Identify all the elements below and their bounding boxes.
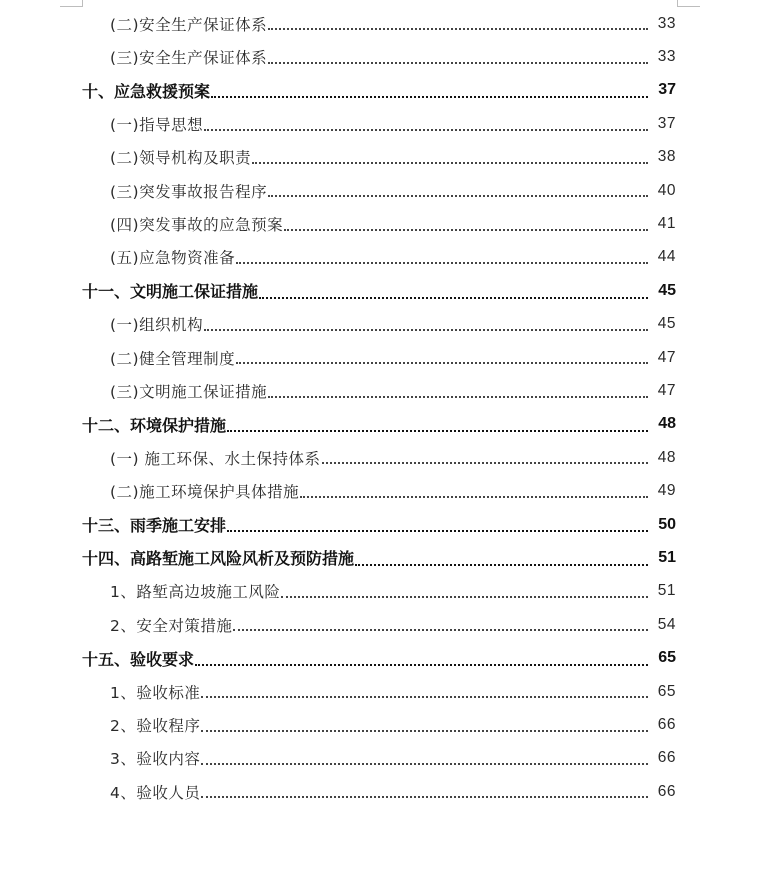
- toc-dot-leader: [195, 663, 648, 666]
- toc-section-entry[interactable]: [0, 441, 779, 474]
- toc-dot-leader: [204, 328, 648, 331]
- toc-entry-title: 十、应急救援预案: [82, 81, 211, 101]
- toc-dot-leader: [259, 296, 648, 299]
- toc-page-number: 65: [657, 682, 676, 700]
- toc-page-number: 41: [657, 215, 676, 233]
- toc-entry-title: (一) 施工环保、水土保持体系: [110, 449, 321, 468]
- toc-dot-leader: [268, 194, 648, 197]
- toc-entry-title: (二)安全生产保证体系: [110, 15, 268, 34]
- toc-dot-leader: [204, 128, 648, 131]
- toc-section-entry[interactable]: [0, 308, 779, 341]
- toc-section-entry[interactable]: [0, 675, 779, 708]
- toc-chapter-entry[interactable]: [0, 74, 779, 107]
- toc-chapter-entry[interactable]: [0, 274, 779, 307]
- toc-section-entry[interactable]: [0, 341, 779, 374]
- toc-entry-title: 十五、验收要求: [82, 649, 195, 669]
- toc-page-number: 66: [657, 782, 676, 800]
- toc-page-number: 48: [657, 448, 676, 466]
- toc-dot-leader: [281, 595, 648, 598]
- toc-dot-leader: [201, 795, 648, 798]
- toc-dot-leader: [201, 695, 648, 698]
- toc-page-number: 66: [657, 715, 676, 733]
- toc-chapter-entry[interactable]: [0, 641, 779, 674]
- toc-entry-title: (一)组织机构: [110, 316, 204, 335]
- toc-entry-title: (一)指导思想: [110, 115, 204, 134]
- toc-entry-title: 十二、环境保护措施: [82, 415, 227, 435]
- toc-page-number: 49: [657, 482, 676, 500]
- toc-entry-title: 3、验收内容: [110, 750, 201, 769]
- toc-page-number: 47: [657, 348, 676, 366]
- toc-page-number: 48: [658, 415, 676, 433]
- toc-page-number: 50: [658, 515, 676, 533]
- toc-chapter-entry[interactable]: [0, 408, 779, 441]
- toc-section-entry[interactable]: [0, 575, 779, 608]
- toc-dot-leader: [252, 161, 648, 164]
- toc-page-number: 51: [658, 548, 676, 566]
- toc-section-entry[interactable]: [0, 742, 779, 775]
- toc-entry-title: (三)安全生产保证体系: [110, 49, 268, 68]
- toc-section-entry[interactable]: [0, 374, 779, 407]
- toc-entry-title: 十一、文明施工保证措施: [82, 282, 259, 302]
- toc-entry-title: 1、验收标准: [110, 683, 201, 702]
- toc-chapter-entry[interactable]: [0, 508, 779, 541]
- toc-section-entry[interactable]: [0, 7, 779, 40]
- toc-dot-leader: [201, 729, 648, 732]
- toc-entry-title: (二)健全管理制度: [110, 349, 236, 368]
- toc-page-number: 40: [657, 181, 676, 199]
- toc-page-number: 54: [657, 615, 676, 633]
- toc-chapter-entry[interactable]: [0, 541, 779, 574]
- toc-entry-title: (二)施工环境保护具体措施: [110, 483, 300, 502]
- toc-section-entry[interactable]: [0, 40, 779, 73]
- toc-entry-title: 4、验收人员: [110, 783, 201, 802]
- toc-entry-title: (三)文明施工保证措施: [110, 382, 268, 401]
- toc-entry-title: (二)领导机构及职责: [110, 149, 252, 168]
- toc-page-number: 47: [657, 381, 676, 399]
- toc-dot-leader: [227, 429, 648, 432]
- toc-entry-title: 十四、高路堑施工风险风析及预防措施: [82, 549, 355, 569]
- toc-page-number: 65: [658, 649, 676, 667]
- toc-dot-leader: [355, 563, 648, 566]
- toc-entry-title: 1、路堑高边坡施工风险: [110, 583, 281, 602]
- toc-entry-title: (五)应急物资准备: [110, 249, 236, 268]
- toc-entry-title: (三)突发事故报告程序: [110, 182, 268, 201]
- toc-section-entry[interactable]: [0, 241, 779, 274]
- toc-dot-leader: [268, 61, 648, 64]
- toc-section-entry[interactable]: [0, 474, 779, 507]
- toc-dot-leader: [300, 495, 648, 498]
- toc-page-number: 44: [657, 248, 676, 266]
- toc-section-entry[interactable]: [0, 174, 779, 207]
- toc-page-number: 45: [658, 281, 676, 299]
- toc-section-entry[interactable]: [0, 608, 779, 641]
- toc-dot-leader: [201, 762, 648, 765]
- toc-page-number: 45: [657, 315, 676, 333]
- toc-entry-title: 2、验收程序: [110, 716, 201, 735]
- toc-section-entry[interactable]: [0, 107, 779, 140]
- toc-section-entry[interactable]: [0, 708, 779, 741]
- margin-corner-mark-left: [60, 0, 83, 7]
- toc-dot-leader: [268, 27, 648, 30]
- toc-section-entry[interactable]: [0, 141, 779, 174]
- toc-section-entry[interactable]: [0, 775, 779, 808]
- toc-page-number: 38: [657, 148, 676, 166]
- toc-page-number: 37: [658, 81, 676, 99]
- toc-dot-leader: [284, 228, 648, 231]
- toc-dot-leader: [227, 529, 648, 532]
- toc-page-number: 66: [657, 749, 676, 767]
- toc-dot-leader: [322, 461, 648, 464]
- toc-page-number: 37: [657, 114, 676, 132]
- toc-page-number: 33: [657, 14, 676, 32]
- toc-entry-title: 十三、雨季施工安排: [82, 516, 227, 536]
- toc-dot-leader: [268, 395, 648, 398]
- margin-corner-mark-right: [677, 0, 700, 7]
- toc-dot-leader: [211, 95, 648, 98]
- toc-page-number: 51: [657, 582, 676, 600]
- toc-page-number: 33: [657, 48, 676, 66]
- table-of-contents: [0, 7, 779, 808]
- toc-dot-leader: [236, 261, 648, 264]
- toc-entry-title: 2、安全对策措施: [110, 616, 233, 635]
- toc-dot-leader: [236, 361, 648, 364]
- toc-entry-title: (四)突发事故的应急预案: [110, 216, 284, 235]
- toc-dot-leader: [233, 628, 648, 631]
- toc-section-entry[interactable]: [0, 207, 779, 240]
